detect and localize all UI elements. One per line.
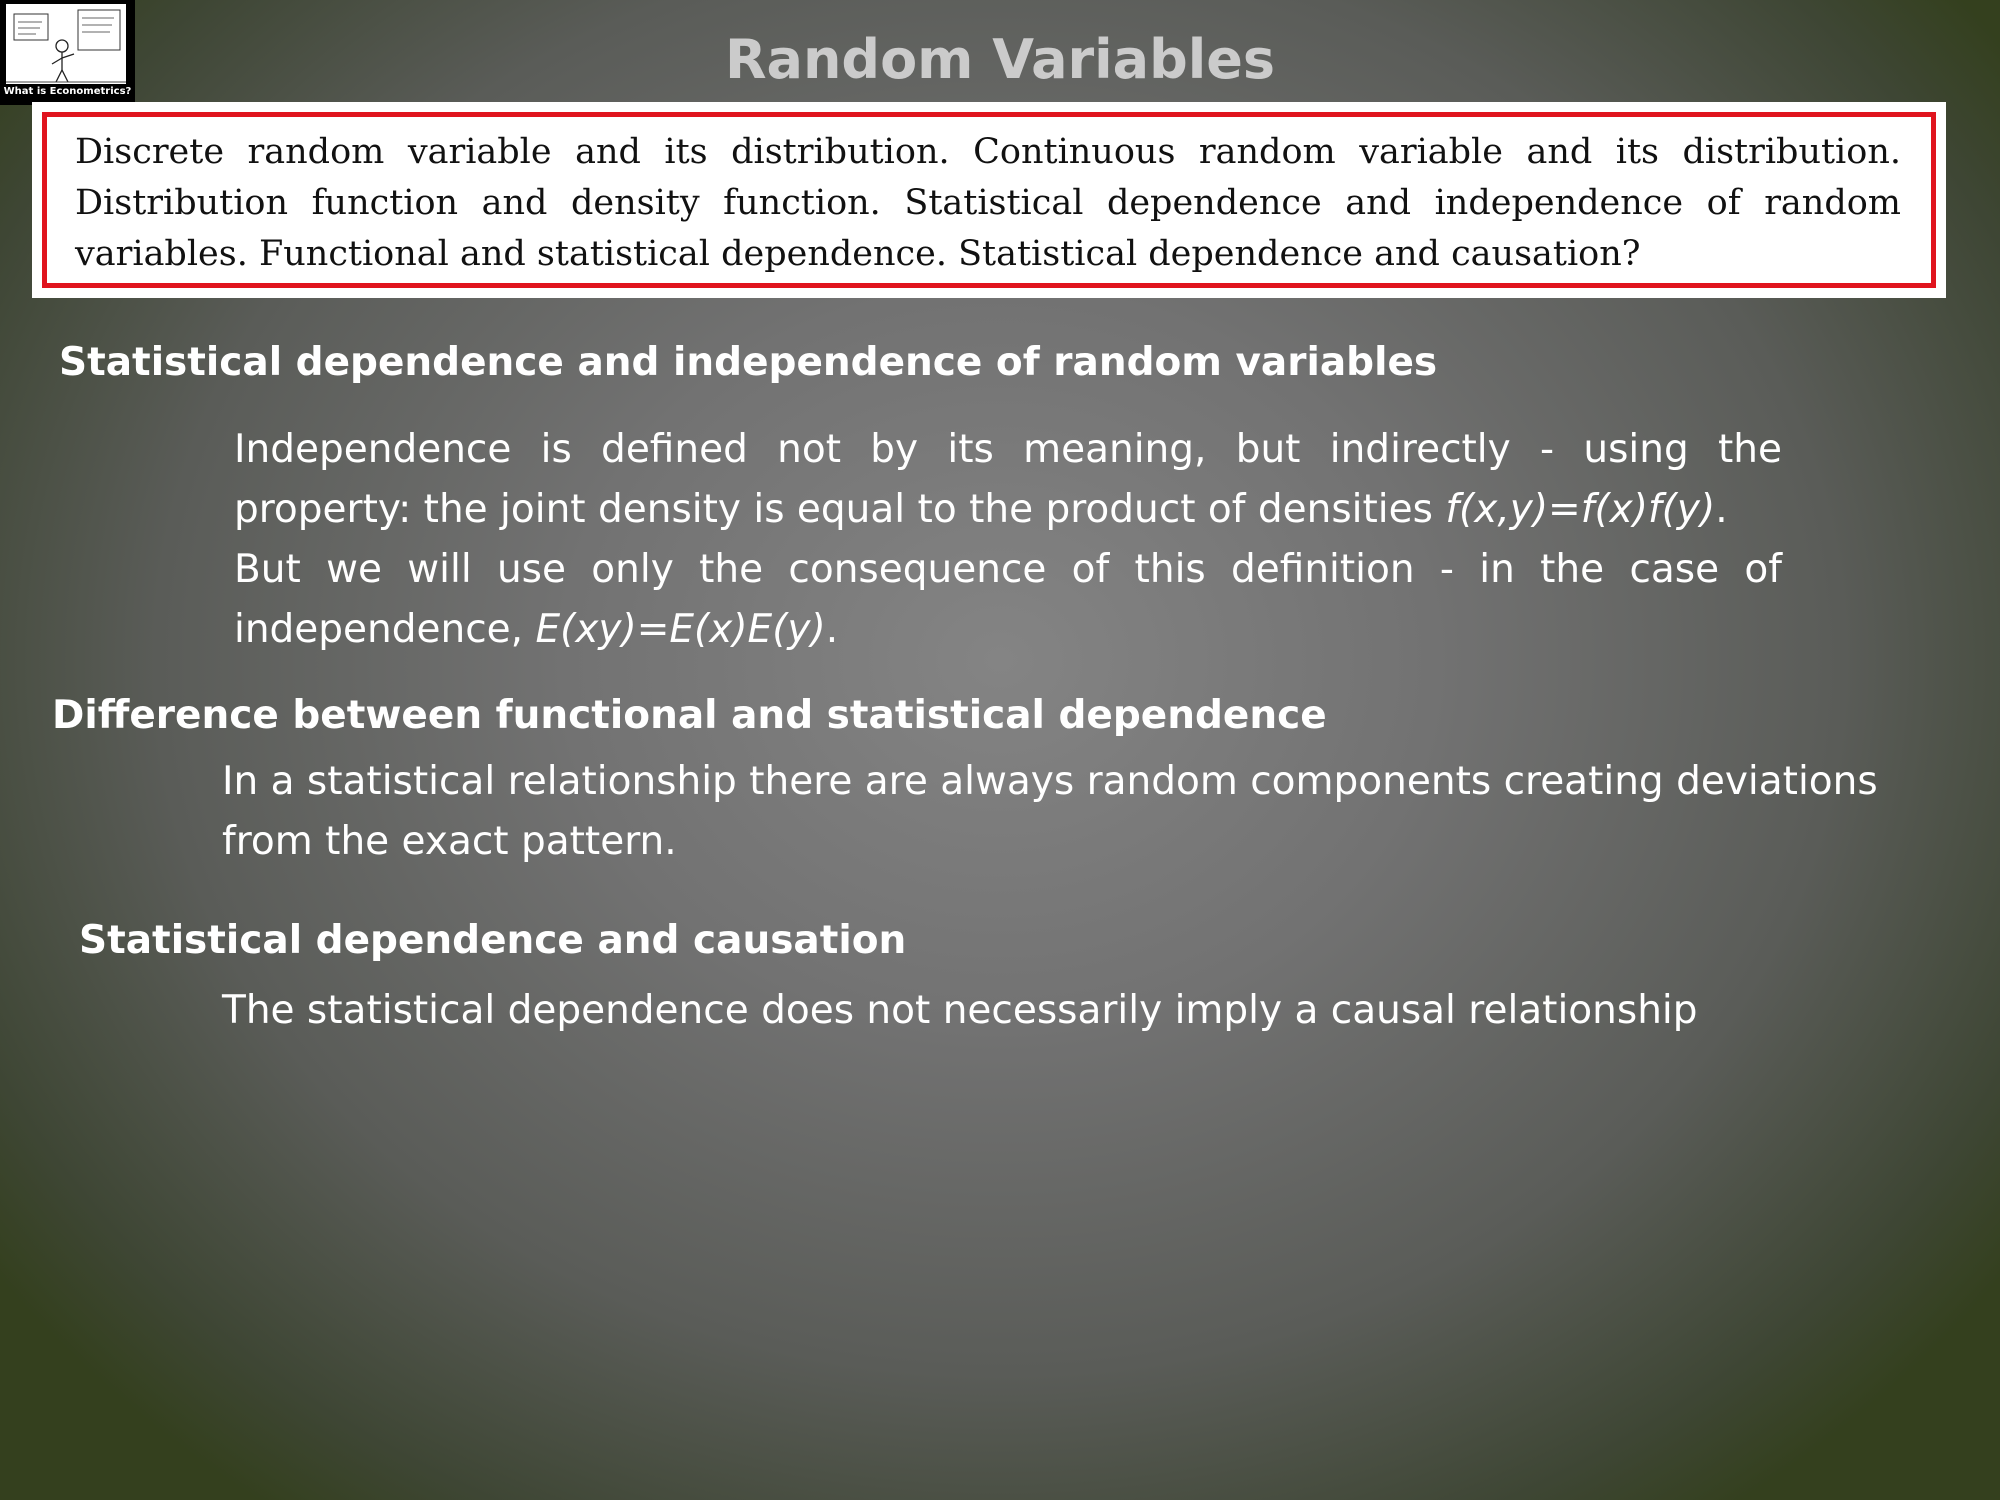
paragraph-text: But we will use only the consequence of this definition - in the case of independence, <box>234 547 1782 652</box>
slide-title: Random Variables <box>724 28 1276 91</box>
expectation-formula: E(xy)=E(x)E(y) <box>535 607 826 652</box>
functional-vs-statistical-paragraph: In a statistical relationship there are always random components creating deviations from the exact pattern. <box>222 759 1878 864</box>
thumbnail-caption: What is Econometrics? <box>3 86 132 97</box>
independence-paragraph-1 <box>234 420 1782 540</box>
section-heading-functional-vs-statistical: Difference between functional and statistical dependence <box>52 693 1327 738</box>
causation-paragraph: The statistical dependence does not necessarily imply a causal relationship <box>222 988 1698 1033</box>
section-heading-independence: Statistical dependence and independence of random variables <box>59 340 1438 385</box>
paragraph-end: . <box>825 607 839 652</box>
paragraph-end: . <box>1715 487 1728 532</box>
independence-paragraph-2 <box>234 540 1782 660</box>
joint-density-formula: f(x,y)=f(x)f(y) <box>1445 487 1716 532</box>
syllabus-box <box>32 102 1946 298</box>
paragraph-text: Independence is defined not by its meaning, but indirectly - using the property: the joint density is equal to the product of densities <box>234 427 1782 532</box>
section-heading-causation: Statistical dependence and causation <box>79 918 907 963</box>
syllabus-text: Discrete random variable and its distribution. Continuous random variable and its distribution. Distribution function and density function. Statistical dependence and independence of random variables. Functional and statistical dependence. Statistical dependence and causation? <box>42 112 1936 288</box>
